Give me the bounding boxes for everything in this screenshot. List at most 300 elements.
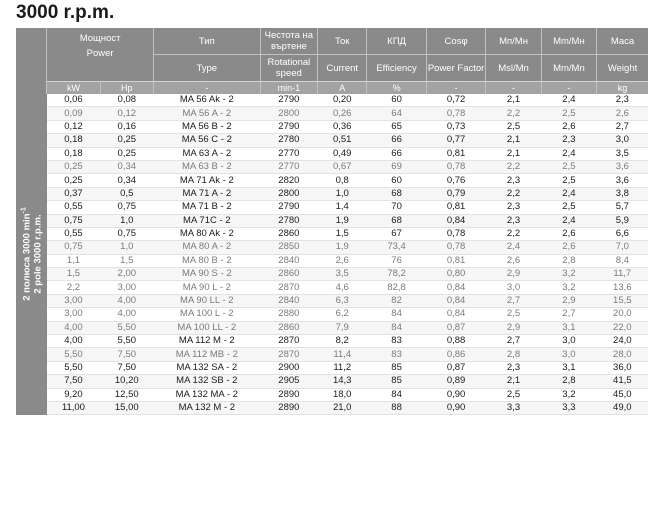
cell-speed: 2860 [260,227,317,240]
cell-mass: 3,8 [597,187,648,200]
cell-cos: 0,72 [426,94,486,107]
cell-mm: 3,2 [541,268,596,281]
cell-ms: 2,2 [486,187,541,200]
cell-eff: 70 [367,201,427,214]
cell-mass: 49,0 [597,401,648,414]
cell-ms: 3,3 [486,401,541,414]
cell-hp: 1,0 [100,241,153,254]
cell-mm: 3,2 [541,281,596,294]
cell-kw: 0,75 [47,241,100,254]
cell-type: MA 80 Ak - 2 [153,227,260,240]
cell-current: 0,8 [318,174,367,187]
cell-mass: 15,5 [597,294,648,307]
cell-type: MA 71 B - 2 [153,201,260,214]
side-label-line2: 2 pole 3000 r.p.m. [32,214,44,295]
cell-ms: 2,3 [486,174,541,187]
cell-kw: 0,55 [47,201,100,214]
cell-cos: 0,76 [426,174,486,187]
cell-mm: 3,0 [541,335,596,348]
cell-kw: 4,00 [47,321,100,334]
cell-hp: 0,16 [100,120,153,133]
cell-mm: 2,4 [541,94,596,107]
cell-kw: 11,00 [47,401,100,414]
cell-cos: 0,78 [426,241,486,254]
cell-hp: 0,12 [100,107,153,120]
cell-kw: 1,5 [47,268,100,281]
cell-cos: 0,90 [426,388,486,401]
cell-type: MA 80 B - 2 [153,254,260,267]
table-body [16,94,648,415]
cell-cos: 0,87 [426,321,486,334]
cell-type: MA 132 M - 2 [153,401,260,414]
cell-ms: 2,1 [486,375,541,388]
cell-type: MA 132 SB - 2 [153,375,260,388]
cell-current: 1,4 [318,201,367,214]
cell-speed: 2780 [260,134,317,147]
cell-current: 1,9 [318,241,367,254]
cell-type: MA 56 C - 2 [153,134,260,147]
cell-cos: 0,84 [426,294,486,307]
table-row [16,94,648,107]
cell-cos: 0,78 [426,160,486,173]
cell-current: 0,26 [318,107,367,120]
cell-mm: 2,5 [541,107,596,120]
motor-spec-table [16,28,648,415]
unit-kw: kW [47,82,100,95]
cell-mm: 2,8 [541,375,596,388]
cell-type: MA 71 A - 2 [153,187,260,200]
cell-current: 0,51 [318,134,367,147]
cell-speed: 2900 [260,361,317,374]
cell-speed: 2890 [260,401,317,414]
header-mass-bg: Маса [597,28,648,55]
cell-speed: 2790 [260,94,317,107]
cell-cos: 0,87 [426,361,486,374]
header-power-en: Power [86,48,114,59]
cell-hp: 0,5 [100,187,153,200]
cell-kw: 7,50 [47,375,100,388]
cell-hp: 0,08 [100,94,153,107]
cell-type: MA 90 S - 2 [153,268,260,281]
cell-speed: 2880 [260,308,317,321]
cell-kw: 5,50 [47,361,100,374]
header-current-en: Current [318,55,367,82]
header-max-torque-en: Mm/Mn [541,55,596,82]
table-row [16,120,648,133]
cell-hp: 1,5 [100,254,153,267]
cell-kw: 0,25 [47,174,100,187]
cell-mass: 22,0 [597,321,648,334]
cell-cos: 0,86 [426,348,486,361]
cell-speed: 2890 [260,388,317,401]
unit-efficiency: % [367,82,427,95]
cell-kw: 0,18 [47,134,100,147]
pole-side-label-text [19,208,44,301]
cell-mass: 2,6 [597,107,648,120]
cell-type: MA 63 A - 2 [153,147,260,160]
cell-eff: 82,8 [367,281,427,294]
cell-mm: 2,5 [541,174,596,187]
cell-hp: 0,25 [100,134,153,147]
cell-mass: 8,4 [597,254,648,267]
cell-type: MA 132 SA - 2 [153,361,260,374]
cell-mass: 3,5 [597,147,648,160]
cell-current: 0,36 [318,120,367,133]
cell-mass: 28,0 [597,348,648,361]
cell-eff: 83 [367,335,427,348]
table-row [16,254,648,267]
cell-hp: 0,75 [100,201,153,214]
cell-mm: 2,5 [541,160,596,173]
cell-eff: 69 [367,160,427,173]
cell-eff: 73,4 [367,241,427,254]
table-row [16,294,648,307]
cell-eff: 84 [367,308,427,321]
cell-speed: 2770 [260,160,317,173]
cell-type: MA 56 A - 2 [153,107,260,120]
cell-mm: 3,1 [541,321,596,334]
cell-ms: 2,2 [486,107,541,120]
header-speed-en: Rotational speed [260,55,317,82]
header-corner [16,28,47,94]
unit-type: - [153,82,260,95]
header-efficiency-en: Efficiency [367,55,427,82]
cell-hp: 5,50 [100,321,153,334]
table-row [16,375,648,388]
cell-current: 8,2 [318,335,367,348]
cell-eff: 85 [367,361,427,374]
cell-type: MA 71C - 2 [153,214,260,227]
header-cos-bg: Cosφ [426,28,486,55]
table-row [16,160,648,173]
cell-kw: 2,2 [47,281,100,294]
cell-speed: 2820 [260,174,317,187]
cell-speed: 2870 [260,281,317,294]
cell-type: MA 56 Ak - 2 [153,94,260,107]
cell-mass: 24,0 [597,335,648,348]
cell-mm: 2,4 [541,147,596,160]
cell-ms: 2,7 [486,335,541,348]
cell-eff: 68 [367,214,427,227]
cell-hp: 12,50 [100,388,153,401]
table-row [16,174,648,187]
table-row [16,227,648,240]
table-row [16,134,648,147]
cell-mm: 2,9 [541,294,596,307]
cell-mass: 5,7 [597,201,648,214]
table-row [16,335,648,348]
side-label-superscript: -1 [20,207,28,214]
cell-type: MA 56 B - 2 [153,120,260,133]
unit-cos: - [426,82,486,95]
cell-kw: 1,1 [47,254,100,267]
unit-max-torque: - [541,82,596,95]
cell-hp: 4,00 [100,294,153,307]
cell-mm: 3,3 [541,401,596,414]
cell-current: 3,5 [318,268,367,281]
table-row [16,348,648,361]
cell-mass: 2,3 [597,94,648,107]
cell-mass: 36,0 [597,361,648,374]
cell-kw: 9,20 [47,388,100,401]
cell-mm: 2,8 [541,254,596,267]
table-row [16,321,648,334]
cell-eff: 83 [367,348,427,361]
cell-ms: 2,3 [486,201,541,214]
table-row [16,308,648,321]
pole-side-label [16,94,47,415]
cell-mass: 20,0 [597,308,648,321]
cell-mm: 3,1 [541,361,596,374]
cell-hp: 4,00 [100,308,153,321]
cell-hp: 0,75 [100,227,153,240]
cell-current: 1,9 [318,214,367,227]
cell-hp: 2,00 [100,268,153,281]
cell-type: MA 112 M - 2 [153,335,260,348]
cell-eff: 84 [367,388,427,401]
cell-current: 11,2 [318,361,367,374]
cell-ms: 2,6 [486,254,541,267]
header-mass-en: Weight [597,55,648,82]
cell-kw: 0,06 [47,94,100,107]
header-power-bg: Мощност [79,33,121,44]
cell-eff: 68 [367,187,427,200]
unit-hp: Hp [100,82,153,95]
cell-mass: 2,7 [597,120,648,133]
cell-kw: 5,50 [47,348,100,361]
cell-hp: 0,34 [100,174,153,187]
table-row [16,388,648,401]
cell-kw: 0,55 [47,227,100,240]
cell-eff: 76 [367,254,427,267]
cell-speed: 2860 [260,321,317,334]
cell-mm: 2,4 [541,214,596,227]
cell-ms: 2,5 [486,308,541,321]
cell-ms: 2,8 [486,348,541,361]
cell-current: 1,0 [318,187,367,200]
cell-ms: 2,1 [486,134,541,147]
cell-cos: 0,80 [426,268,486,281]
cell-hp: 0,34 [100,160,153,173]
cell-mm: 3,0 [541,348,596,361]
table-row [16,241,648,254]
cell-current: 0,20 [318,94,367,107]
cell-cos: 0,84 [426,308,486,321]
cell-kw: 3,00 [47,308,100,321]
cell-hp: 1,0 [100,214,153,227]
motor-spec-table-container [16,28,648,415]
unit-current: A [318,82,367,95]
header-speed-bg: Честота на въртене [260,28,317,55]
cell-cos: 0,77 [426,134,486,147]
cell-mass: 7,0 [597,241,648,254]
header-max-torque-bg: Mm/Mн [541,28,596,55]
cell-kw: 0,18 [47,147,100,160]
cell-speed: 2840 [260,294,317,307]
cell-eff: 64 [367,107,427,120]
cell-mass: 6,6 [597,227,648,240]
header-cos-en: Power Factor [426,55,486,82]
cell-eff: 60 [367,94,427,107]
cell-speed: 2800 [260,187,317,200]
cell-eff: 82 [367,294,427,307]
cell-kw: 3,00 [47,294,100,307]
cell-current: 6,3 [318,294,367,307]
cell-mass: 3,0 [597,134,648,147]
cell-ms: 3,0 [486,281,541,294]
cell-speed: 2870 [260,348,317,361]
side-label-line1: 2 полюса 3000 min [21,213,33,302]
cell-mm: 2,6 [541,120,596,133]
table-row [16,214,648,227]
cell-ms: 2,5 [486,388,541,401]
cell-eff: 65 [367,120,427,133]
table-row [16,401,648,414]
cell-current: 21,0 [318,401,367,414]
table-row [16,187,648,200]
header-start-torque-bg: Mп/Mн [486,28,541,55]
cell-speed: 2850 [260,241,317,254]
cell-mm: 2,3 [541,134,596,147]
cell-hp: 0,25 [100,147,153,160]
cell-hp: 5,50 [100,335,153,348]
table-row [16,107,648,120]
header-type-en: Type [153,55,260,82]
cell-speed: 2870 [260,335,317,348]
cell-speed: 2860 [260,268,317,281]
cell-cos: 0,81 [426,147,486,160]
header-start-torque-en: Msl/Mn [486,55,541,82]
cell-ms: 2,2 [486,160,541,173]
cell-cos: 0,73 [426,120,486,133]
table-header [16,28,648,94]
cell-mass: 11,7 [597,268,648,281]
page-title: 3000 r.p.m. [16,2,115,23]
cell-mass: 45,0 [597,388,648,401]
cell-current: 2,6 [318,254,367,267]
cell-ms: 2,1 [486,147,541,160]
cell-mm: 2,7 [541,308,596,321]
cell-hp: 10,20 [100,375,153,388]
cell-kw: 4,00 [47,335,100,348]
cell-type: MA 71 Ak - 2 [153,174,260,187]
cell-eff: 88 [367,401,427,414]
cell-cos: 0,88 [426,335,486,348]
header-current-bg: Ток [318,28,367,55]
cell-type: MA 100 LL - 2 [153,321,260,334]
cell-ms: 2,3 [486,361,541,374]
cell-cos: 0,78 [426,107,486,120]
cell-type: MA 132 MA - 2 [153,388,260,401]
cell-type: MA 100 L - 2 [153,308,260,321]
cell-kw: 0,75 [47,214,100,227]
cell-type: MA 90 LL - 2 [153,294,260,307]
cell-ms: 2,9 [486,321,541,334]
cell-cos: 0,81 [426,201,486,214]
cell-ms: 2,3 [486,214,541,227]
cell-current: 14,3 [318,375,367,388]
cell-cos: 0,90 [426,401,486,414]
table-row [16,201,648,214]
cell-current: 4,6 [318,281,367,294]
cell-mass: 41,5 [597,375,648,388]
cell-hp: 7,50 [100,348,153,361]
cell-hp: 3,00 [100,281,153,294]
cell-mass: 3,6 [597,160,648,173]
cell-ms: 2,1 [486,94,541,107]
cell-ms: 2,9 [486,268,541,281]
cell-eff: 66 [367,147,427,160]
cell-cos: 0,78 [426,227,486,240]
cell-eff: 66 [367,134,427,147]
cell-ms: 2,5 [486,120,541,133]
cell-cos: 0,81 [426,254,486,267]
cell-kw: 0,25 [47,160,100,173]
cell-eff: 85 [367,375,427,388]
cell-cos: 0,89 [426,375,486,388]
table-row [16,268,648,281]
cell-current: 7,9 [318,321,367,334]
cell-speed: 2800 [260,107,317,120]
cell-speed: 2770 [260,147,317,160]
header-power [47,28,154,82]
cell-eff: 67 [367,227,427,240]
unit-speed: min-1 [260,82,317,95]
unit-start-torque: - [486,82,541,95]
cell-eff: 60 [367,174,427,187]
cell-mass: 3,6 [597,174,648,187]
cell-mass: 5,9 [597,214,648,227]
cell-current: 0,49 [318,147,367,160]
table-row [16,361,648,374]
table-row [16,147,648,160]
header-efficiency-bg: КПД [367,28,427,55]
cell-current: 6,2 [318,308,367,321]
unit-mass: kg [597,82,648,95]
cell-speed: 2905 [260,375,317,388]
cell-type: MA 90 L - 2 [153,281,260,294]
cell-eff: 84 [367,321,427,334]
cell-cos: 0,84 [426,214,486,227]
cell-type: MA 63 B - 2 [153,160,260,173]
cell-kw: 0,12 [47,120,100,133]
cell-speed: 2780 [260,214,317,227]
cell-kw: 0,09 [47,107,100,120]
header-type-bg: Тип [153,28,260,55]
table-row [16,281,648,294]
cell-mm: 2,6 [541,227,596,240]
cell-ms: 2,7 [486,294,541,307]
cell-mass: 13,6 [597,281,648,294]
cell-current: 11,4 [318,348,367,361]
cell-speed: 2840 [260,254,317,267]
cell-current: 1,5 [318,227,367,240]
cell-cos: 0,84 [426,281,486,294]
cell-mm: 3,2 [541,388,596,401]
cell-type: MA 112 MB - 2 [153,348,260,361]
cell-current: 0,67 [318,160,367,173]
cell-type: MA 80 A - 2 [153,241,260,254]
cell-ms: 2,2 [486,227,541,240]
cell-kw: 0,37 [47,187,100,200]
cell-cos: 0,79 [426,187,486,200]
cell-mm: 2,5 [541,201,596,214]
cell-speed: 2790 [260,120,317,133]
cell-current: 18,0 [318,388,367,401]
cell-mm: 2,6 [541,241,596,254]
cell-hp: 15,00 [100,401,153,414]
cell-mm: 2,4 [541,187,596,200]
